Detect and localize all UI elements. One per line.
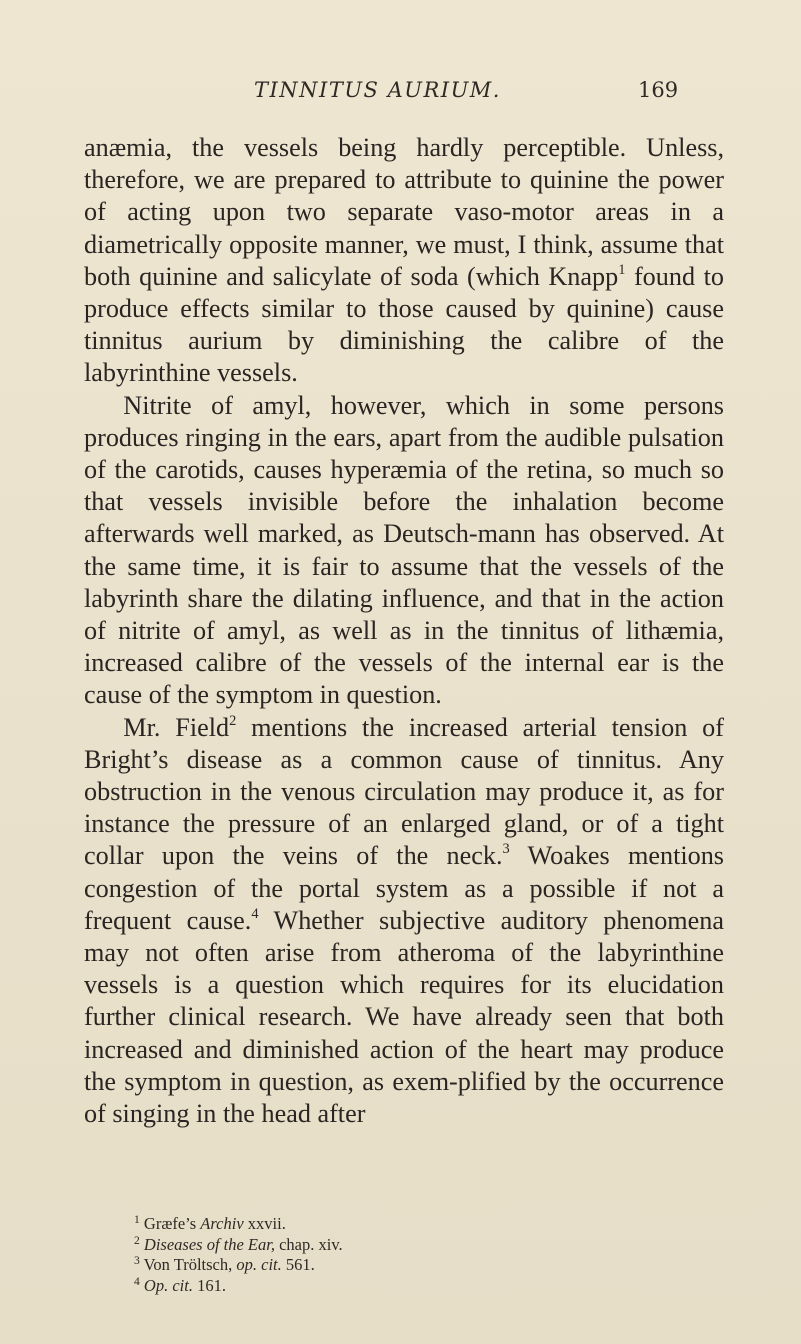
footnote-text: xxvii. [243, 1214, 286, 1233]
paragraph [84, 390, 724, 712]
footnote-mark: 1 [134, 1214, 140, 1227]
paragraph-text: Nitrite of amyl, however, which in some persons produces ringing in the ears, apart from the audible pulsation of the carotids, causes hyperæmia of the retina, so much so that vessels invisible before the inhalation become afterwards well marked, as Deutsch-mann has observed. At the same time, it is fair to assume that the vessels of the labyrinth share the dilating influence, and that in the action of nitrite of amyl, as well as in the tinnitus of lithæmia, increased calibre of the vessels of the internal ear is the cause of the symptom in question. [84, 390, 724, 710]
paragraph-text: found to produce effects similar to those caused by quinine) cause tinnitus aurium by diminishing the calibre of the labyrinthine vessels. [84, 261, 725, 388]
footnote-text: 161. [192, 1275, 226, 1295]
paragraph-text: Woakes mentions congestion of the portal system as a possible if not a frequent cause. [84, 841, 724, 935]
running-head: TINNITUS AURIUM. [254, 78, 501, 102]
footnote-reference: 1 [618, 262, 626, 279]
footnote-text: Von Tröltsch, [143, 1255, 237, 1274]
footnote [134, 1214, 694, 1235]
footnote-text: Op. cit. [143, 1275, 193, 1295]
footnote-mark: 3 [134, 1255, 140, 1268]
paragraph-text: anæmia, the vessels being hardly perceptible. Unless, therefore, we are prepared to attribute to quinine the power of acting upon two separate vaso-motor areas in a diametrically opposite manner, we must, I think, assume that both quinine and salicylate of soda (which Knapp [84, 133, 724, 291]
paragraph-text: mentions the increased arterial tension of Bright’s disease as a common cause of tinnitus. Any obstruction in the venous circulation may produce it, as for instance the pressure of an enlarged gland, or of a tight collar upon the veins of the neck. [84, 712, 724, 871]
paragraph-text: Whether subjective auditory phenomena may not often arise from atheroma of the labyrinthine vessels is a question which requires for its elucidation further clinical research. We have already seen that both increased and diminished action of the heart may produce the symptom in question, as exem-plified by the occurrence of singing in the head after [84, 905, 724, 1129]
footnote-reference: 4 [251, 906, 259, 923]
footnote-text: Diseases of the Ear, [143, 1234, 275, 1254]
footnote-text: op. cit. [236, 1255, 282, 1274]
footnote-text: chap. xiv. [274, 1234, 343, 1254]
footnote-mark: 2 [134, 1234, 140, 1247]
footnote [134, 1276, 694, 1297]
page-number: 169 [638, 78, 679, 102]
footnote-mark: 4 [134, 1275, 140, 1288]
footnote-text: Græfe’s [143, 1214, 201, 1233]
footnote [134, 1255, 694, 1276]
footnote-text: 561. [281, 1255, 315, 1274]
page-header [0, 78, 801, 110]
paragraph-text: Mr. Field [123, 712, 230, 742]
footnote [134, 1235, 694, 1256]
paragraph [84, 132, 724, 390]
footnote-reference: 2 [229, 712, 237, 729]
footnote-text: Archiv [200, 1214, 244, 1233]
footnotes [134, 1214, 694, 1296]
paragraph [84, 712, 724, 1131]
body-text [84, 132, 724, 1130]
footnote-reference: 3 [502, 841, 510, 858]
